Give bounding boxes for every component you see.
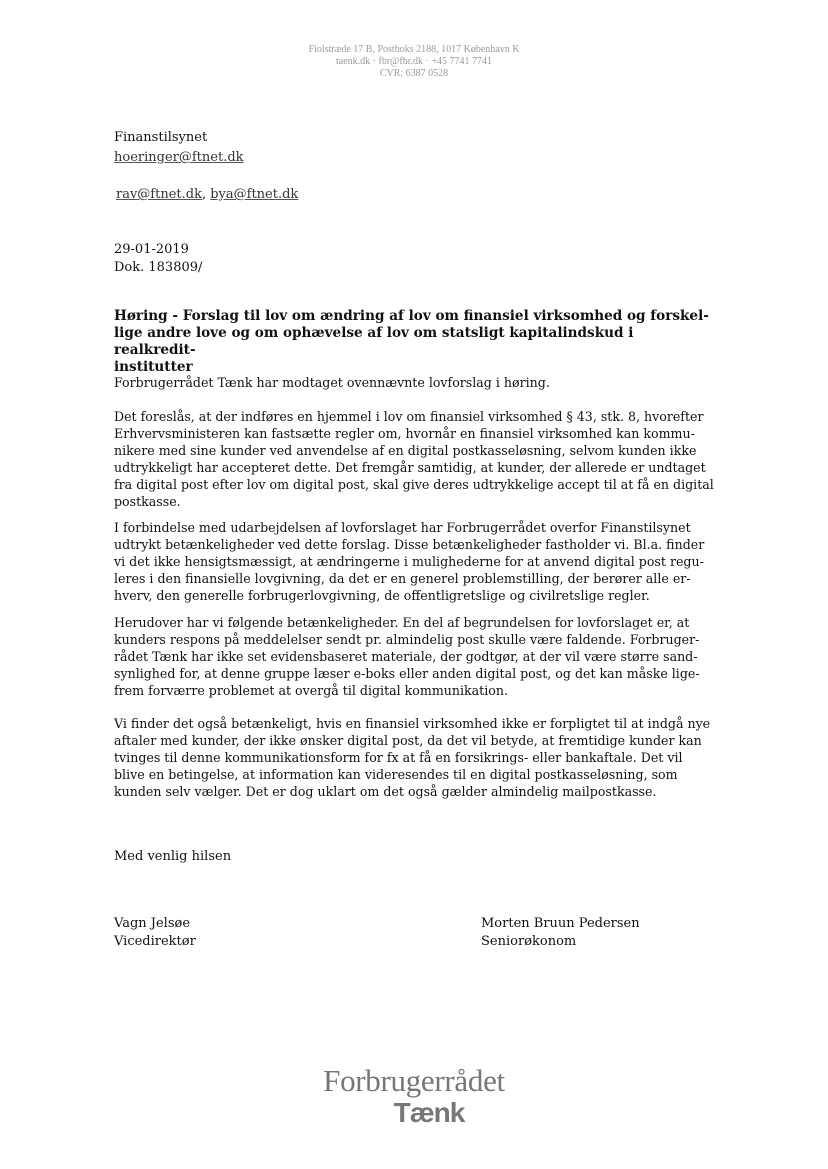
subject-line: institutter xyxy=(114,359,193,375)
subject-heading xyxy=(114,308,714,376)
paragraph-line: nikere med sine kunder ved anvendelse af en digital postkasseløsning, selvom kunden ikke xyxy=(114,443,697,458)
paragraph-line: Erhvervsministeren kan fastsætte regler om, hvornår en finansiel virksomhed kan kommu- xyxy=(114,426,695,441)
paragraph-line: rådet Tænk har ikke set evidensbaseret materiale, der godtgør, at der vil være større sand- xyxy=(114,649,698,664)
paragraph-line: tvinges til denne kommunikationsform for fx at få en forsikrings- eller bankaftale. Det vil xyxy=(114,750,683,765)
signatory-left xyxy=(114,915,196,951)
subject-line: Høring - Forslag til lov om ændring af lov om finansiel virksomhed og forskel- xyxy=(114,308,709,324)
signatory-name: Morten Bruun Pedersen xyxy=(481,916,640,931)
paragraph-agreements xyxy=(114,715,711,800)
paragraph-proposal xyxy=(114,408,714,510)
cc-email-link-2[interactable]: bya@ftnet.dk xyxy=(210,187,299,202)
paragraph-line: kunden selv vælger. Det er dog uklart om det også gælder almindelig mailpostkasse. xyxy=(114,784,657,799)
paragraph-line: kunders respons på meddelelser sendt pr. almindelig post skulle være faldende. Forbruger- xyxy=(114,632,700,647)
signatory-right xyxy=(481,915,640,951)
brand-logo-wordmark: Forbrugerrådet xyxy=(323,1063,505,1098)
paragraph-line: udtrykkeligt har accepteret dette. Det fremgår samtidig, at kunder, der allerede er undtaget xyxy=(114,460,706,475)
paragraph-line: blive en betingelse, at information kan videresendes til en digital postkasseløsning, som xyxy=(114,767,678,782)
paragraph-line: Det foreslås, at der indføres en hjemmel i lov om finansiel virksomhed § 43, stk. 8, hvorefter xyxy=(114,409,704,424)
paragraph-line: leres i den finansielle lovgivning, da det er en generel problemstilling, der berører alle er- xyxy=(114,571,691,586)
recipient-name: Finanstilsynet xyxy=(114,130,208,145)
recipient-email-link[interactable]: hoeringer@ftnet.dk xyxy=(114,150,244,165)
paragraph-intro xyxy=(114,374,689,391)
date-block xyxy=(114,241,202,277)
signatory-title: Seniorøkonom xyxy=(481,934,577,949)
letterhead-address xyxy=(0,44,828,80)
paragraph-line: aftaler med kunder, der ikke ønsker digital post, da det vil betyde, at fremtidige kunder kan xyxy=(114,733,702,748)
paragraph-line: vi det ikke hensigtsmæssigt, at ændringerne i mulighederne for at anvend digital post regu- xyxy=(114,554,704,569)
paragraph-line: hverv, den generelle forbrugerlovgivning, de offentligretslige og civilretslige regler. xyxy=(114,588,650,603)
cc-separator: , xyxy=(201,187,211,202)
brand-logo-subtitle: Tænk xyxy=(393,1097,465,1128)
recipient-block xyxy=(114,128,244,168)
paragraph-line: Herudover har vi følgende betænkeligheder. En del af begrundelsen for lovforslaget er, at xyxy=(114,615,690,630)
signatory-title: Vicedirektør xyxy=(114,934,196,949)
signatory-name: Vagn Jelsøe xyxy=(114,916,191,931)
paragraph-line: fra digital post efter lov om digital post, skal give deres udtrykkelige accept til at få en digital xyxy=(114,477,714,492)
letter-date: 29-01-2019 xyxy=(114,242,189,257)
paragraph-line: synlighed for, at denne gruppe læser e-boks eller anden digital post, og det kan måske lige- xyxy=(114,666,700,681)
contact-line: taenk.dk · fbr@fbr.dk · +45 7741 7741 xyxy=(336,56,492,67)
paragraph-line: udtrykt betænkeligheder ved dette forslag. Disse betænkeligheder fastholder vi. Bl.a. finder xyxy=(114,537,705,552)
paragraph-further-concerns xyxy=(114,614,700,699)
paragraph-line: Forbrugerrådet Tænk har modtaget ovennævnte lovforslag i høring. xyxy=(114,375,550,390)
paragraph-line: postkasse. xyxy=(114,494,181,509)
address-line: Fiolstræde 17 B, Postboks 2188, 1017 København K xyxy=(308,44,520,55)
paragraph-line: frem forværre problemet at overgå til digital kommunikation. xyxy=(114,683,508,698)
cc-emails xyxy=(116,186,298,204)
paragraph-line: I forbindelse med udarbejdelsen af lovforslaget har Forbrugerrådet overfor Finanstilsynet xyxy=(114,520,691,535)
cvr-line: CVR: 6387 0528 xyxy=(379,68,449,79)
cc-email-link-1[interactable]: rav@ftnet.dk xyxy=(116,187,202,202)
subject-line: lige andre love og om ophævelse af lov om statsligt kapitalindskud i realkredit- xyxy=(114,325,634,358)
paragraph-line: Vi finder det også betænkeligt, hvis en finansiel virksomhed ikke er forpligtet til at indgå nye xyxy=(114,716,711,731)
paragraph-concerns xyxy=(114,519,705,604)
document-number: Dok. 183809/ xyxy=(114,260,203,275)
closing-greeting: Med venlig hilsen xyxy=(114,849,232,864)
